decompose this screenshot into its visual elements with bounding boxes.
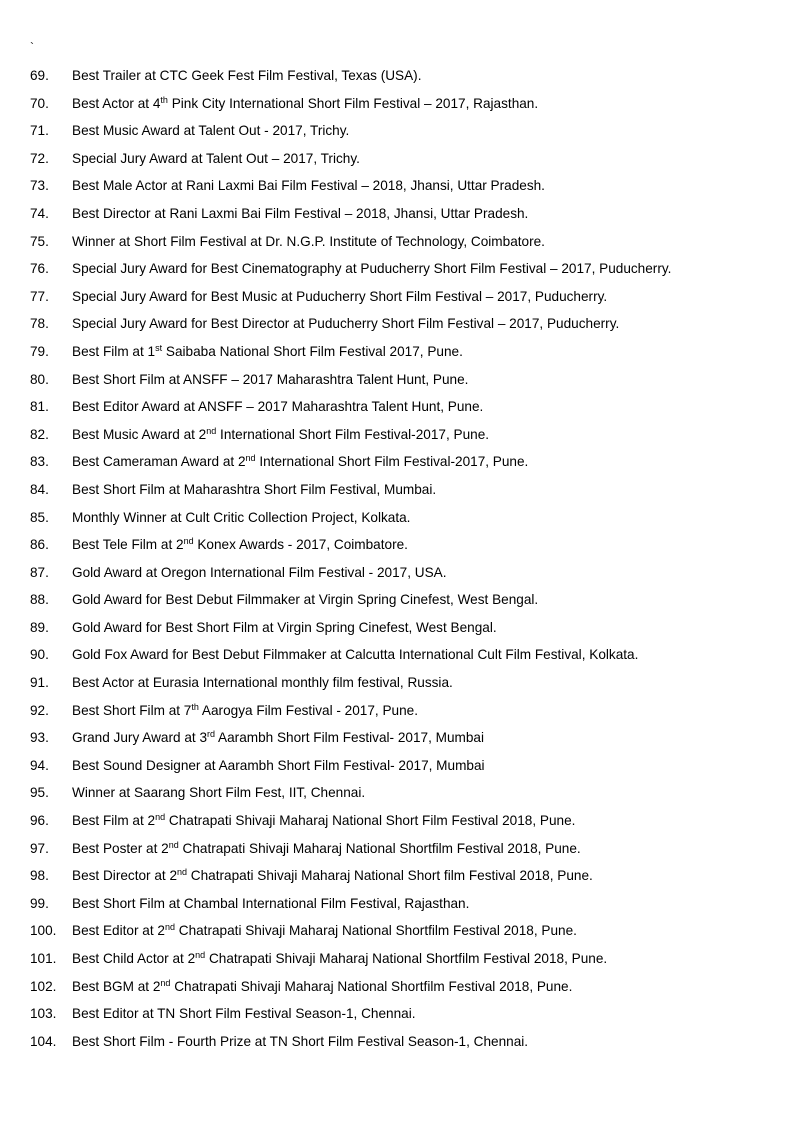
- award-text-rest: Chatrapati Shivaji Maharaj National Shortfilm Festival 2018, Pune.: [174, 923, 577, 939]
- award-number: 79.: [30, 343, 49, 359]
- award-item: [0, 641, 793, 669]
- award-item: [0, 669, 793, 697]
- award-text-rest: International Short Film Festival-2017, Pune.: [255, 454, 529, 470]
- award-item: [0, 255, 793, 283]
- award-item: [0, 421, 793, 449]
- award-text-rest: Chatrapati Shivaji Maharaj National Short film Festival 2018, Pune.: [187, 868, 593, 884]
- award-text-main: Gold Award for Best Debut Filmmaker at Virgin Spring Cinefest, West Bengal.: [72, 592, 539, 608]
- award-text: [72, 752, 485, 780]
- award-number: 103.: [30, 1006, 57, 1022]
- award-text-main: Best Cameraman Award at 2: [72, 454, 246, 470]
- award-text-main: Best Editor Award at ANSFF – 2017 Maharashtra Talent Hunt, Pune.: [72, 399, 484, 415]
- award-text-rest: Aarogya Film Festival - 2017, Pune.: [198, 702, 419, 718]
- award-text-rest: Chatrapati Shivaji Maharaj National Shortfilm Festival 2018, Pune.: [205, 951, 608, 966]
- awards-list: [0, 62, 793, 1055]
- award-item: [0, 531, 793, 559]
- ordinal-suffix: nd: [183, 536, 194, 547]
- award-text-rest: Konex Awards - 2017, Coimbatore.: [193, 537, 408, 553]
- award-number: 77.: [30, 288, 49, 304]
- award-text-main: Best Child Actor at 2: [72, 951, 196, 966]
- award-item: [0, 366, 793, 394]
- award-text-main: Grand Jury Award at 3: [72, 730, 208, 746]
- award-item: [0, 62, 793, 90]
- award-text-main: Best Director at 2: [72, 868, 178, 884]
- award-text-main: Best Actor at 4: [72, 95, 161, 111]
- ordinal-suffix: th: [191, 701, 199, 712]
- award-item: [0, 697, 793, 725]
- award-text-main: Best Film at 2: [72, 813, 156, 829]
- award-number: 100.: [30, 923, 57, 939]
- award-item: [0, 586, 793, 614]
- award-text: [72, 779, 365, 807]
- award-text: [72, 917, 577, 945]
- award-text: [72, 283, 607, 311]
- award-number: 90.: [30, 647, 49, 663]
- award-text: [72, 338, 463, 366]
- award-text: [72, 117, 349, 145]
- award-text: [72, 255, 671, 283]
- ordinal-suffix: st: [155, 342, 163, 353]
- award-text-main: Best BGM at 2: [72, 978, 161, 994]
- award-item: [0, 835, 793, 863]
- award-text-main: Best Short Film at Chambal International Film Festival, Rajasthan.: [72, 895, 470, 911]
- award-number: 82.: [30, 426, 49, 442]
- award-item: [0, 779, 793, 807]
- award-text: [72, 62, 422, 90]
- award-text-main: Best Short Film at 7: [72, 702, 192, 718]
- ordinal-suffix: rd: [207, 729, 216, 740]
- award-text-main: Best Short Film at ANSFF – 2017 Maharashtra Talent Hunt, Pune.: [72, 371, 469, 387]
- ordinal-suffix: nd: [177, 867, 188, 878]
- award-text-main: Best Trailer at CTC Geek Fest Film Festival, Texas (USA).: [72, 68, 422, 83]
- award-item: [0, 1000, 793, 1028]
- award-text-main: Special Jury Award at Talent Out – 2017, Trichy.: [72, 150, 360, 166]
- award-text-main: Best Director at Rani Laxmi Bai Film Festival – 2018, Jhansi, Uttar Pradesh.: [72, 205, 529, 221]
- award-text-main: Best Short Film - Fourth Prize at TN Short Film Festival Season-1, Chennai.: [72, 1033, 529, 1049]
- award-text-main: Best Editor at 2: [72, 923, 165, 939]
- award-text: [72, 1028, 528, 1056]
- award-item: [0, 200, 793, 228]
- award-text-main: Best Male Actor at Rani Laxmi Bai Film Festival – 2018, Jhansi, Uttar Pradesh.: [72, 178, 545, 194]
- award-item: [0, 752, 793, 780]
- award-item: [0, 559, 793, 587]
- award-text: [72, 614, 497, 642]
- award-number: 93.: [30, 730, 49, 746]
- award-text: [72, 145, 360, 173]
- award-number: 102.: [30, 978, 57, 994]
- award-item: [0, 807, 793, 835]
- award-text: [72, 724, 484, 752]
- award-item: [0, 448, 793, 476]
- award-number: 91.: [30, 675, 49, 691]
- award-number: 81.: [30, 399, 49, 415]
- award-text-main: Best Film at 1: [72, 343, 156, 359]
- award-number: 78.: [30, 316, 49, 332]
- award-text: [72, 366, 468, 394]
- award-text: [72, 973, 572, 1001]
- award-text-main: Best Sound Designer at Aarambh Short Film Festival- 2017, Mumbai: [72, 757, 485, 773]
- award-text-rest: Chatrapati Shivaji Maharaj National Shortfilm Festival 2018, Pune.: [178, 840, 581, 856]
- award-text: [72, 172, 545, 200]
- award-text-main: Best Music Award at 2: [72, 426, 207, 442]
- award-item: [0, 504, 793, 532]
- award-number: 89.: [30, 619, 49, 635]
- award-number: 96.: [30, 813, 49, 829]
- stray-mark: `: [30, 40, 34, 54]
- award-item: [0, 90, 793, 118]
- award-item: [0, 117, 793, 145]
- award-text-rest: Chatrapati Shivaji Maharaj National Short Film Festival 2018, Pune.: [165, 813, 576, 829]
- award-number: 94.: [30, 757, 49, 773]
- ordinal-suffix: nd: [168, 839, 179, 850]
- award-number: 84.: [30, 481, 49, 497]
- award-text: [72, 807, 575, 835]
- award-text-rest: Aarambh Short Film Festival- 2017, Mumbai: [215, 730, 484, 746]
- award-text: [72, 476, 436, 504]
- award-text: [72, 697, 418, 725]
- award-text: [72, 1000, 416, 1028]
- ordinal-suffix: nd: [206, 425, 217, 436]
- ordinal-suffix: nd: [160, 977, 171, 988]
- award-item: [0, 172, 793, 200]
- award-item: [0, 890, 793, 918]
- award-number: 99.: [30, 895, 49, 911]
- award-number: 97.: [30, 840, 49, 856]
- award-text: [72, 862, 593, 890]
- award-item: [0, 973, 793, 1001]
- award-text: [72, 393, 483, 421]
- ordinal-suffix: nd: [245, 453, 256, 464]
- award-text-main: Monthly Winner at Cult Critic Collection Project, Kolkata.: [72, 509, 411, 525]
- award-item: [0, 393, 793, 421]
- award-number: 80.: [30, 371, 49, 387]
- award-number: 71.: [30, 123, 49, 139]
- award-item: [0, 228, 793, 256]
- award-text: [72, 669, 453, 697]
- award-text-main: Best Short Film at Maharashtra Short Film Festival, Mumbai.: [72, 481, 437, 497]
- award-number: 76.: [30, 261, 49, 277]
- award-text-rest: Chatrapati Shivaji Maharaj National Shortfilm Festival 2018, Pune.: [170, 978, 573, 994]
- award-text: [72, 90, 538, 118]
- award-number: 70.: [30, 95, 49, 111]
- award-text-main: Gold Fox Award for Best Debut Filmmaker at Calcutta International Cult Film Festival, Kolkata.: [72, 647, 639, 663]
- award-number: 69.: [30, 68, 49, 83]
- award-number: 75.: [30, 233, 49, 249]
- award-item: [0, 283, 793, 311]
- award-item: [0, 614, 793, 642]
- award-item: [0, 476, 793, 504]
- award-number: 95.: [30, 785, 49, 801]
- award-number: 86.: [30, 537, 49, 553]
- award-number: 101.: [30, 951, 57, 966]
- award-text-main: Best Tele Film at 2: [72, 537, 184, 553]
- award-number: 88.: [30, 592, 49, 608]
- award-text-rest: Pink City International Short Film Festival – 2017, Rajasthan.: [167, 95, 539, 111]
- award-text-main: Special Jury Award for Best Director at Puducherry Short Film Festival – 2017, Puducherry.: [72, 316, 620, 332]
- award-text-main: Special Jury Award for Best Cinematography at Puducherry Short Film Festival – 2017, Puducherry.: [72, 261, 672, 277]
- award-text-main: Best Editor at TN Short Film Festival Season-1, Chennai.: [72, 1006, 416, 1022]
- ordinal-suffix: nd: [195, 950, 206, 960]
- award-number: 92.: [30, 702, 49, 718]
- award-text: [72, 641, 638, 669]
- award-text: [72, 421, 489, 449]
- award-item: [0, 338, 793, 366]
- award-text: [72, 228, 545, 256]
- ordinal-suffix: nd: [164, 922, 175, 933]
- award-text-rest: Saibaba National Short Film Festival 2017, Pune.: [162, 343, 463, 359]
- award-text: [72, 835, 581, 863]
- award-item: [0, 1028, 793, 1056]
- award-text-main: Special Jury Award for Best Music at Puducherry Short Film Festival – 2017, Puducherry.: [72, 288, 608, 304]
- award-text-main: Gold Award at Oregon International Film Festival - 2017, USA.: [72, 564, 447, 580]
- award-item: [0, 945, 793, 973]
- award-text: [72, 559, 447, 587]
- ordinal-suffix: th: [160, 94, 168, 105]
- award-text-main: Best Actor at Eurasia International monthly film festival, Russia.: [72, 675, 453, 691]
- award-number: 74.: [30, 205, 49, 221]
- award-text-rest: International Short Film Festival-2017, Pune.: [216, 426, 490, 442]
- award-number: 104.: [30, 1033, 57, 1049]
- award-item: [0, 862, 793, 890]
- award-number: 85.: [30, 509, 49, 525]
- award-text: [72, 448, 528, 476]
- award-text-main: Winner at Short Film Festival at Dr. N.G.P. Institute of Technology, Coimbatore.: [72, 233, 545, 249]
- award-item: [0, 917, 793, 945]
- award-item: [0, 310, 793, 338]
- award-text-main: Winner at Saarang Short Film Fest, IIT, Chennai.: [72, 785, 366, 801]
- award-text: [72, 945, 607, 973]
- award-text: [72, 504, 410, 532]
- award-number: 98.: [30, 868, 49, 884]
- award-text: [72, 890, 469, 918]
- award-text-main: Gold Award for Best Short Film at Virgin Spring Cinefest, West Bengal.: [72, 619, 497, 635]
- award-number: 73.: [30, 178, 49, 194]
- award-text: [72, 586, 538, 614]
- award-number: 83.: [30, 454, 49, 470]
- award-text: [72, 310, 619, 338]
- award-text-main: Best Poster at 2: [72, 840, 169, 856]
- ordinal-suffix: nd: [155, 812, 166, 823]
- award-number: 87.: [30, 564, 49, 580]
- award-number: 72.: [30, 150, 49, 166]
- award-text-main: Best Music Award at Talent Out - 2017, Trichy.: [72, 123, 350, 139]
- award-item: [0, 145, 793, 173]
- award-item: [0, 724, 793, 752]
- award-text: [72, 531, 408, 559]
- award-text: [72, 200, 528, 228]
